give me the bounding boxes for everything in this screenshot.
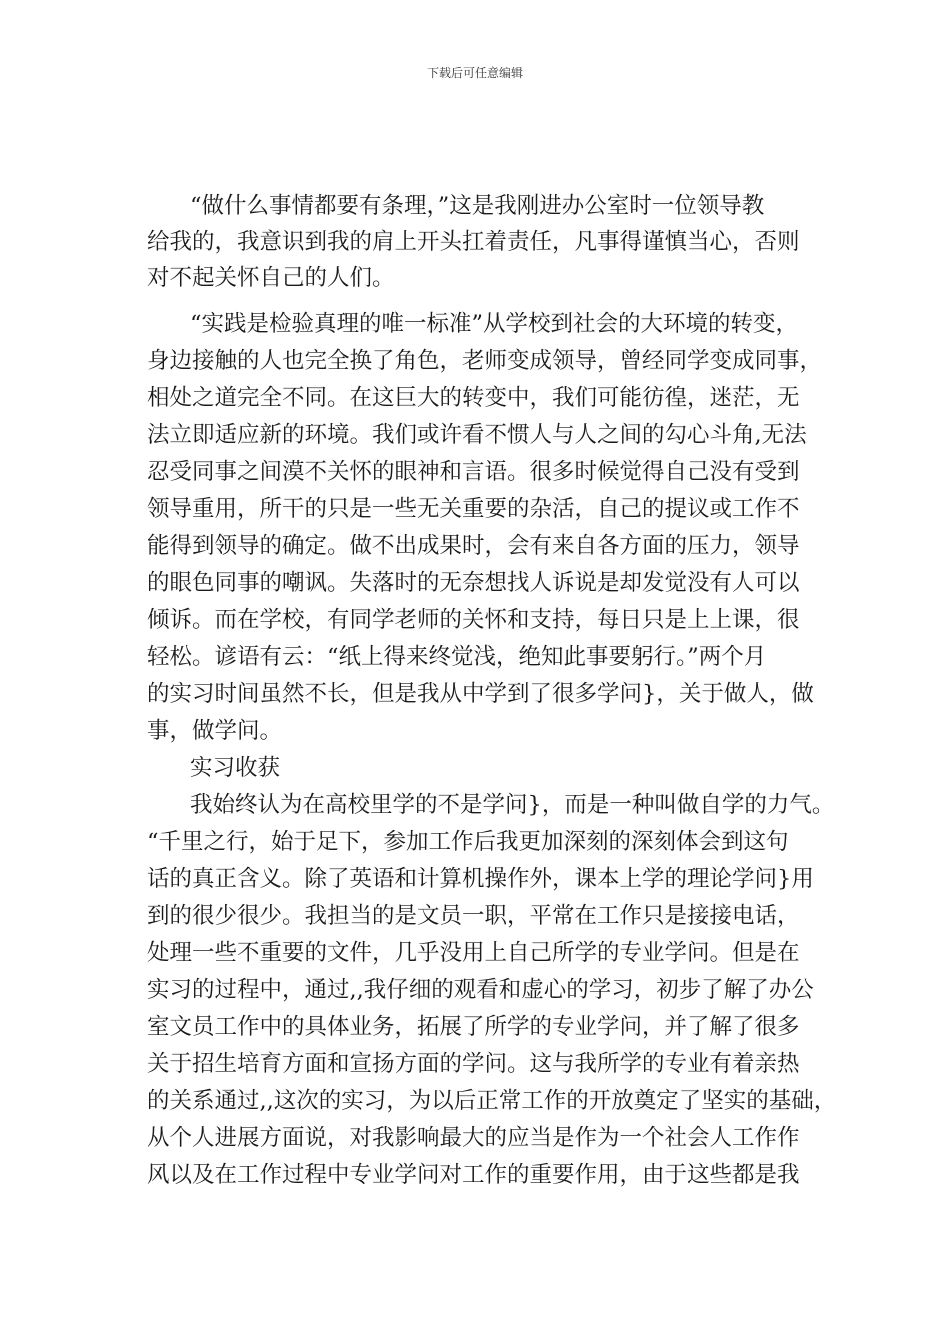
text-line: 能得到领导的确定。做不出成果时，会有来自各方面的压力，领导 bbox=[147, 533, 800, 559]
text-line: 风以及在工作过程中专业学问对工作的重要作用，由于这些都是我 bbox=[147, 1162, 800, 1188]
text-line: 的实习时间虽然不长，但是我从中学到了很多学问}，关于做人，做 bbox=[147, 681, 814, 707]
text-line: 话的真正含义。除了英语和计算机操作外，课本上学的理论学问}用 bbox=[147, 866, 814, 892]
text-line: 法立即适应新的环境。我们或许看不惯人与人之间的勾心斗角,无法 bbox=[147, 422, 807, 448]
page-header: 下载后可任意编辑 bbox=[426, 66, 523, 80]
text-line: 的关系通过,,这次的实习，为以后正常工作的开放奠定了坚实的基础， bbox=[147, 1088, 837, 1114]
text-line: 身边接触的人也完全换了角色，老师变成领导，曾经同学变成同事， bbox=[147, 348, 823, 374]
text-line: 轻松。谚语有云：“纸上得来终觉浅，绝知此事要躬行。”两个月 bbox=[147, 644, 767, 670]
text-line: 室文员工作中的具体业务，拓展了所学的专业学问，并了解了很多 bbox=[147, 1014, 800, 1040]
text-line: 事，做学问。 bbox=[147, 718, 283, 744]
text-line: “实践是检验真理的唯一标准”从学校到社会的大环境的转变， bbox=[190, 311, 799, 337]
text-line: 关于招生培育方面和宣扬方面的学问。这与我所学的专业有着亲热 bbox=[147, 1051, 800, 1077]
text-line: 从个人进展方面说，对我影响最大的应当是作为一个社会人工作作 bbox=[147, 1125, 800, 1151]
text-line: 的眼色同事的嘲讽。失落时的无奈想找人诉说是却发觉没有人可以 bbox=[147, 570, 800, 596]
text-line: 领导重用，所干的只是一些无关重要的杂活，自己的提议或工作不 bbox=[147, 496, 800, 522]
text-line: 我始终认为在高校里学的不是学问}，而是一种叫做自学的力气。 bbox=[190, 792, 835, 818]
text-line: “千里之行，始于足下，参加工作后我更加深刻的深刻体会到这句 bbox=[147, 829, 789, 855]
text-line: 处理一些不重要的文件，几乎没用上自己所学的专业学问。但是在 bbox=[147, 940, 800, 966]
text-line: 相处之道完全不同。在这巨大的转变中，我们可能彷徨，迷茫，无 bbox=[147, 385, 800, 411]
text-line: 忍受同事之间漠不关怀的眼神和言语。很多时候觉得自己没有受到 bbox=[147, 459, 800, 485]
text-line: 倾诉。而在学校，有同学老师的关怀和支持，每日只是上上课，很 bbox=[147, 607, 800, 633]
text-line: “做什么事情都要有条理，”这是我刚进办公室时一位领导教 bbox=[190, 193, 765, 219]
text-line: 到的很少很少。我担当的是文员一职，平常在工作只是接接电话， bbox=[147, 903, 800, 929]
section-heading: 实习收获 bbox=[190, 755, 281, 781]
text-line: 对不起关怀自己的人们。 bbox=[147, 265, 395, 291]
text-line: 给我的，我意识到我的肩上开头扛着责任，凡事得谨慎当心，否则 bbox=[147, 229, 800, 255]
text-line: 实习的过程中，通过,,我仔细的观看和虚心的学习，初步了解了办公 bbox=[147, 977, 814, 1003]
